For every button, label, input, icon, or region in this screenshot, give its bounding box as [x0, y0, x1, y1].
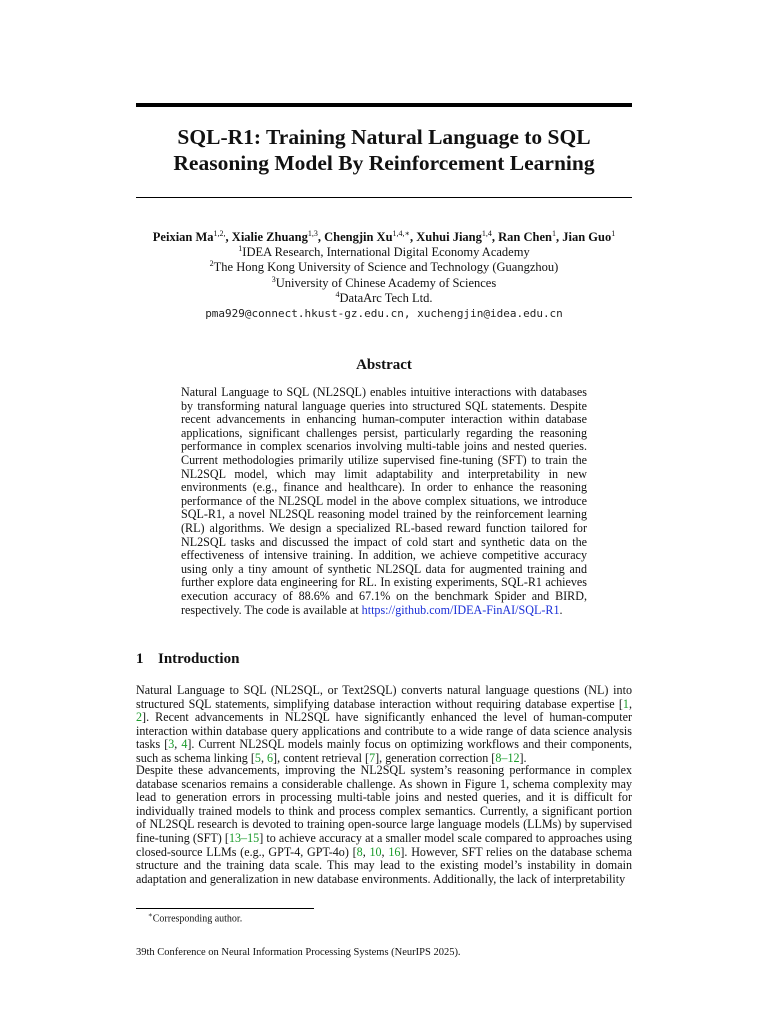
paragraph-text: ]. Current NL2SQL models mainly focus on optimizing workflows and their components, such as schema linking [: [136, 737, 632, 765]
affiliation: $^4$DataArc Tech Ltd.: [335, 289, 433, 305]
footnote-rule: [136, 908, 314, 909]
author-affil-sup: 1,3: [307, 228, 318, 238]
author-affil-sup: 1,4,∗: [392, 228, 410, 238]
section-number: 1: [136, 651, 144, 667]
code-link[interactable]: https://github.com/IDEA-FinAI/SQL-R1: [361, 602, 560, 617]
author-name: Xialie Zhuang: [231, 230, 308, 244]
citation-link[interactable]: 8–12: [495, 750, 520, 765]
author-name: Ran Chen: [498, 230, 552, 244]
section-heading-introduction: [136, 651, 239, 668]
citation-link[interactable]: 6: [267, 750, 274, 765]
intro-paragraph-1: [136, 684, 632, 766]
citation-link[interactable]: 13–15: [228, 830, 260, 845]
citation-link[interactable]: 5: [254, 750, 261, 765]
citation-link[interactable]: 2: [136, 710, 143, 725]
paragraph-text: ], content retrieval [: [273, 750, 370, 765]
title-line-1: SQL-R1: Training Natural Language to SQL: [177, 125, 591, 149]
intro-paragraph-2: [136, 764, 632, 886]
abstract-text: Natural Language to SQL (NL2SQL) enables intuitive interactions with databases by transforming natural language queries into structured SQL statements. Despite recent advancements in enhancing human-computer interaction within database applications, significant challenges persist, particularly regarding the reasoning performance in complex scenarios involving multi-table joins and nested queries. Current methodologies primarily utilize supervised fine-tuning (SFT) to train the NL2SQL model, which may limit adaptability and interpretability in new environments (e.g., finance and healthcare). In order to enhance the reasoning performance of the NL2SQL model in the above complex situations, we introduce SQL-R1, a novel NL2SQL reasoning model trained by the reinforcement learning (RL) algorithms. We design a specialized RL-based reward function tailored for NL2SQL tasks and discussed the impact of cold start and synthetic data on the effectiveness of intensive training. In addition, we achieve competitive accuracy using only a tiny amount of synthetic NL2SQL data for augmented training and further explore data engineering for RL. In existing experiments, SQL-R1 achieves execution accuracy of 88.6% and 67.1% on the benchmark Spider and BIRD, respectively. The code is available at: [181, 385, 587, 617]
paper-title: [136, 124, 632, 176]
author-affil-sup: 1: [611, 228, 616, 238]
author-block: [136, 230, 632, 321]
title-top-rule: [136, 103, 632, 107]
paragraph-text: ,: [628, 696, 632, 711]
paragraph-text: Natural Language to SQL (NL2SQL, or Text2SQL) converts natural language questions (NL) into structured SQL statements, simplifying database interaction without requiring database expertise [: [136, 683, 632, 711]
paragraph-text: ], generation correction [: [375, 750, 496, 765]
citation-link[interactable]: 1: [622, 696, 629, 711]
citation-link[interactable]: 10: [369, 844, 382, 859]
paragraph-text: ].: [519, 750, 527, 765]
paragraph-text: ,: [381, 844, 389, 859]
paragraph-text: ]. Recent advancements in NL2SQL have significantly enhanced the level of human-computer interaction within database query applications and contribute to a wide range of data science analysis tasks [: [136, 710, 632, 752]
conference-note: 39th Conference on Neural Information Processing Systems (NeurIPS 2025).: [136, 947, 461, 958]
title-bottom-rule: [136, 197, 632, 198]
paragraph-text: ]. However, SFT relies on the database schema structure and the training data scale. This may lead to the existing model’s instability in domain adaptation and generalization in new database environments. Additionally, the lack of interpretability: [136, 844, 633, 886]
citation-link[interactable]: 8: [356, 844, 363, 859]
author-name: Xuhui Jiang: [416, 230, 482, 244]
footnote-mark: ∗: [148, 911, 153, 919]
author-affil-sup: 1,2,: [213, 228, 226, 238]
paragraph-text: Despite these advancements, improving the NL2SQL system’s reasoning performance in complex database scenarios remains a considerable challenge. As shown in Figure 1, schema complexity may lead to generation errors in processing multi-table joins and nested queries, and it is difficult for individually trained models to think and process complex semantics. Currently, a significant portion of NL2SQL research is devoted to training open-source large language models (LLMs) by supervised fine-tuning (SFT) [: [136, 763, 632, 845]
abstract-body: Natural Language to SQL (NL2SQL) enables intuitive interactions with databases by transforming natural language queries into structured SQL statements. Despite recent advancements in enhancing human-computer interaction within database applications, significant challenges persist, particularly regarding the reasoning performance in complex scenarios involving multi-table joins and nested queries. Current methodologies primarily utilize supervised fine-tuning (SFT) to train the NL2SQL model, which may limit adaptability and interpretability in new environments (e.g., finance and healthcare). In order to enhance the reasoning performance of the NL2SQL model in the above complex situations, we introduce SQL-R1, a novel NL2SQL reasoning model trained by the reinforcement learning (RL) algorithms. We design a specialized RL-based reward function tailored for NL2SQL tasks and discussed the impact of cold start and synthetic data on the effectiveness of intensive training. In addition, we achieve competitive accuracy using only a tiny amount of synthetic NL2SQL data for augmented training and further explore data engineering for RL. In existing experiments, SQL-R1 achieves execution accuracy of 88.6% and 67.1% on the benchmark Spider and BIRD, respectively. The code is available at https://github.com/IDEA-FinAI/SQL-R1.: [181, 385, 587, 617]
citation-link[interactable]: 3: [168, 737, 175, 752]
section-title: Introduction: [158, 651, 240, 667]
citation-link[interactable]: 7: [369, 750, 376, 765]
paragraph-text: ,: [362, 844, 370, 859]
author-name: Jian Guo: [562, 230, 612, 244]
citation-link[interactable]: 4: [181, 737, 188, 752]
affiliation: $^2$The Hong Kong University of Science and Technology (Guangzhou): [209, 259, 559, 275]
affiliation: $^3$University of Chinese Academy of Sciences: [271, 274, 497, 290]
author-name: Peixian Ma: [152, 230, 214, 244]
title-line-2: Reasoning Model By Reinforcement Learning: [173, 151, 595, 175]
abstract-heading: Abstract: [356, 357, 412, 373]
author-name: Chengjin Xu: [324, 230, 393, 244]
paragraph-text: ] to achieve accuracy at a smaller model scale compared to approaches using closed-source LLMs (e.g., GPT-4, GPT-4o) [: [136, 830, 632, 859]
affiliation: $^1$IDEA Research, International Digital Economy Academy: [238, 244, 530, 260]
paragraph-text: ,: [260, 750, 267, 765]
author-emails: pma929@connect.hkust-gz.edu.cn, xuchengjin@idea.edu.cn: [205, 307, 563, 321]
paragraph-text: ,: [174, 737, 182, 752]
citation-link[interactable]: 16: [388, 844, 401, 859]
footnote: [148, 911, 242, 924]
author-affil-sup: 1: [551, 228, 556, 238]
footnote-text: Corresponding author.: [152, 913, 243, 925]
author-list: Peixian $Ma^{1,2,}$, Xialie Zhuang$^{1,3}$, Chengjin $Xu^{1,4,∗}$, Xuhui Jiang$^{1,4}$, Ran Chen$^1$, Jian Guo$^1$: [152, 228, 616, 244]
author-affil-sup: 1,4: [481, 228, 492, 238]
